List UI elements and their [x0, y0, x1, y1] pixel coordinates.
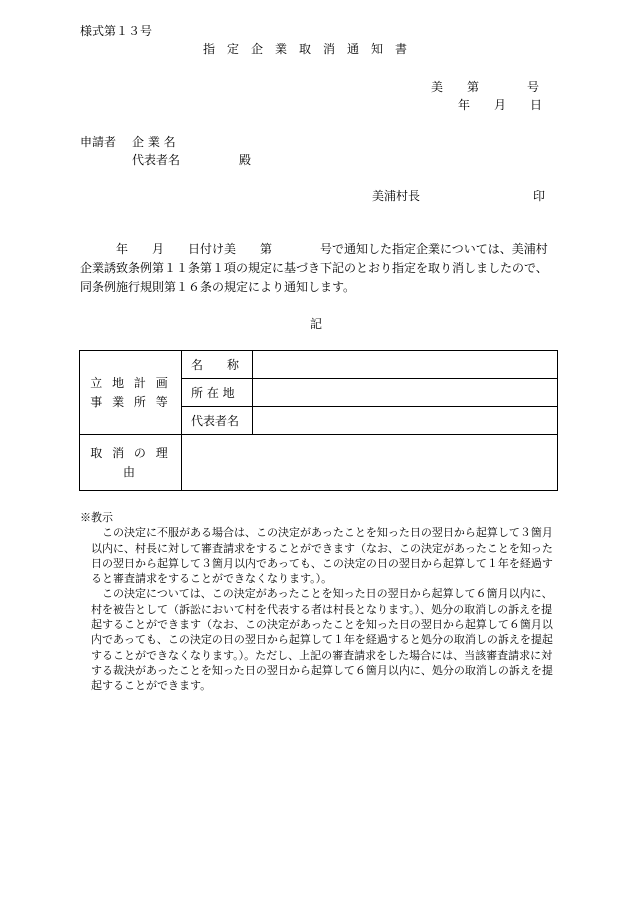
document-number: 美 第 号 — [431, 80, 540, 94]
reason-value — [182, 435, 558, 491]
category-reason: 取 消 の 理 由 — [80, 435, 182, 491]
seal-mark: 印 — [533, 189, 546, 203]
notes-heading: ※教示 — [80, 511, 113, 524]
row-value-address — [253, 379, 558, 407]
document-date: 年 月 日 — [458, 98, 543, 112]
company-name-label: 企 業 名 — [132, 135, 176, 149]
representative-label: 代表者名 — [132, 153, 181, 167]
category-line-1: 立 地 計 画 — [90, 375, 171, 390]
row-label-address: 所 在 地 — [182, 379, 253, 407]
notes-section — [80, 510, 558, 694]
ki-heading: 記 — [310, 317, 323, 331]
row-label-representative: 代表者名 — [182, 407, 253, 435]
document-title: 指 定 企 業 取 消 通 知 書 — [203, 42, 408, 56]
notice-body — [80, 240, 555, 297]
table-row — [80, 435, 558, 491]
honorific: 殿 — [239, 153, 252, 167]
row-value-name — [253, 351, 558, 379]
category-site-plan — [80, 351, 182, 435]
details-table — [79, 350, 558, 491]
recipient-label: 申請者 — [80, 135, 117, 149]
form-number: 様式第１３号 — [80, 24, 153, 38]
table-row — [80, 351, 558, 379]
issuer: 美浦村長 — [372, 189, 421, 203]
category-line-2: 事 業 所 等 — [90, 394, 171, 409]
row-value-representative — [253, 407, 558, 435]
notice-body-text: 年 月 日付け美 第 号で通知した指定企業については、美浦村企業誘致条例第１１条第１項の規定に基づき下記のとおり指定を取り消しましたので、同条例施行規則第１６条の規定により通知します。 — [80, 242, 548, 294]
notes-paragraph-2: この決定については、この決定があったことを知った日の翌日から起算して６箇月以内に、村を被告として（訴訟において村を代表する者は村長となります。）、処分の取消しの訴えを提起することができます（なお、この決定があったことを知った日の翌日から起算して６箇月以内であっても、この決定の日の翌日から起算して１年を経過すると処分の取消しの訴えを提起することができなくなります。）。ただし、上記の審査請求をした場合には、当該審査請求に対する裁決があったことを知った日の翌日から起算して６箇月以内に、処分の取消しの訴えを提起することができます。 — [91, 587, 553, 693]
notes-paragraph-1: この決定に不服がある場合は、この決定があったことを知った日の翌日から起算して３箇月以内に、村長に対して審査請求をすることができます（なお、この決定があったことを知った日の翌日から起算して３箇月以内であっても、この決定の日の翌日から起算して１年を経過すると審査請求をすることができなくなります。）。 — [91, 526, 553, 586]
row-label-name: 名 称 — [182, 351, 253, 379]
